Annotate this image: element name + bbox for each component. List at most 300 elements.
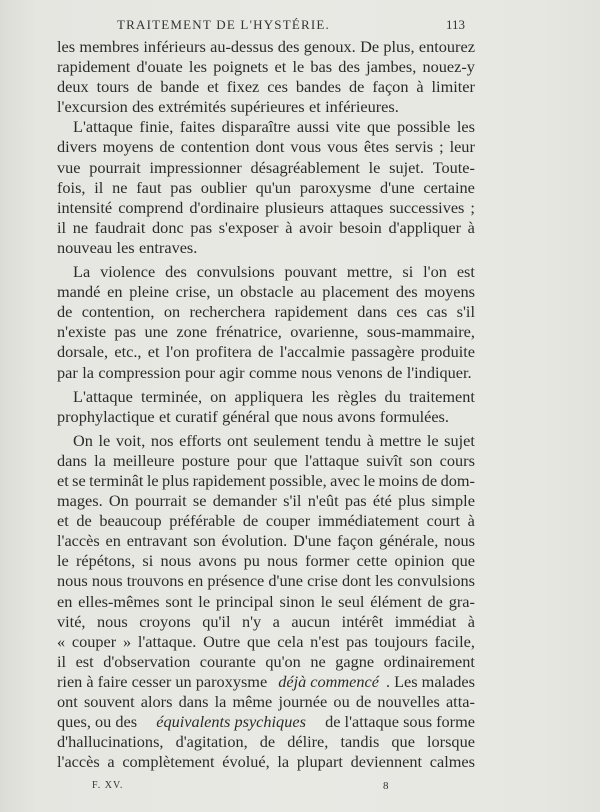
word: pleine	[129, 282, 169, 302]
text-line	[57, 342, 475, 362]
word: que	[451, 551, 475, 571]
word: De	[360, 37, 380, 56]
text-line	[57, 732, 475, 752]
word: la	[94, 450, 106, 470]
text-line	[57, 511, 475, 531]
word: que	[391, 732, 415, 752]
word: successives	[389, 197, 465, 217]
word: fixez	[226, 77, 260, 97]
word: cela	[277, 631, 304, 651]
word: extrémités	[158, 97, 227, 117]
word: la	[277, 752, 290, 772]
word: mandé	[57, 282, 101, 302]
word: L'attaque	[73, 386, 133, 406]
word: des	[165, 262, 187, 282]
word: mettre,	[346, 262, 393, 282]
word: à	[467, 611, 475, 631]
word: par	[57, 362, 78, 382]
word: bandes	[295, 77, 342, 97]
word: ces	[267, 77, 288, 97]
word: leur	[449, 137, 475, 157]
word: pu	[243, 551, 260, 571]
word: violence	[100, 262, 156, 282]
word: aucun	[291, 611, 331, 631]
word: frénatrice,	[215, 322, 282, 342]
word: zone	[176, 322, 208, 342]
word: ne	[112, 177, 128, 197]
word: Toute-	[432, 157, 475, 177]
word: de	[258, 342, 274, 362]
word: l'on	[423, 262, 447, 282]
word: vous	[327, 137, 358, 157]
word: intensité	[57, 197, 113, 217]
word: le	[368, 157, 381, 177]
paragraph	[57, 37, 475, 117]
text-line	[57, 612, 475, 632]
word: dans	[57, 450, 87, 470]
word: règles	[337, 386, 377, 406]
word: tendu	[324, 430, 362, 450]
word: dorsale,	[57, 342, 109, 362]
word: finie,	[139, 117, 174, 137]
word: pas	[114, 322, 137, 342]
word: se	[192, 491, 207, 511]
word: intérêt	[341, 611, 384, 631]
word: n'eût	[307, 491, 339, 511]
text-line	[57, 97, 475, 117]
word: comme	[248, 362, 297, 382]
word: mages.	[57, 491, 103, 511]
word: le	[363, 470, 376, 490]
word: n'y	[241, 611, 262, 631]
word: nous	[267, 551, 298, 571]
word: ;	[439, 137, 444, 157]
word: sont	[165, 591, 193, 611]
word: complètement	[122, 752, 215, 772]
word: nos	[150, 430, 174, 450]
word: servis	[395, 137, 434, 157]
text-line	[57, 431, 475, 451]
page-number: 113	[445, 17, 465, 32]
word: nous	[91, 571, 123, 591]
word: délire,	[287, 732, 329, 752]
word: D'une	[293, 531, 332, 551]
word: les	[57, 37, 76, 56]
word: ;	[470, 197, 475, 217]
word: façon	[372, 77, 409, 97]
text-line	[57, 302, 475, 322]
text-line	[57, 262, 475, 282]
word: genoux.	[303, 37, 356, 56]
word: le	[292, 57, 305, 77]
word: demander	[212, 491, 277, 511]
word: etc.,	[114, 342, 142, 362]
word: des	[338, 57, 360, 77]
text-line	[57, 491, 475, 511]
word: prophylactique	[57, 406, 155, 426]
word: pourrait	[135, 491, 187, 511]
word: journée	[278, 692, 328, 711]
word: un	[217, 282, 234, 302]
word: fois,	[57, 177, 86, 197]
word: au	[300, 282, 316, 302]
word: entraves.	[139, 237, 198, 257]
word: inférieures.	[325, 97, 399, 117]
word: il	[57, 217, 67, 237]
word: en	[187, 571, 204, 591]
word: cette	[356, 551, 388, 571]
word: court	[426, 511, 461, 531]
word: et	[57, 511, 69, 531]
word: avons	[337, 406, 376, 426]
word: opinion	[394, 551, 445, 571]
word: placement	[322, 282, 390, 302]
word: dans	[357, 302, 388, 322]
word: immédiatement	[317, 511, 420, 531]
text-line	[57, 37, 475, 57]
word: atta-	[445, 692, 475, 711]
text-line-with-italic	[57, 672, 475, 692]
word: appliquera	[234, 386, 304, 406]
word: de	[159, 137, 175, 157]
word: rapidement	[57, 57, 131, 77]
word: bande	[160, 77, 200, 97]
word: seulement	[253, 430, 320, 450]
word: trouvons	[126, 571, 184, 591]
word: lorsque	[427, 732, 475, 752]
word: efforts	[179, 430, 222, 450]
text-line	[57, 158, 475, 178]
word: moyens	[102, 137, 154, 157]
word: On	[73, 430, 93, 450]
word: élément	[370, 591, 422, 611]
word: supérieures	[230, 97, 305, 117]
text-line	[57, 137, 475, 157]
word: s'il	[456, 302, 475, 322]
word: attaques	[329, 197, 384, 217]
word: en	[107, 282, 123, 302]
word: que	[273, 450, 298, 470]
signature-number: 8	[383, 780, 389, 793]
word: la	[214, 692, 227, 711]
word: l'attaque	[304, 450, 360, 470]
word: s'exposer	[218, 217, 279, 237]
word: qu'on	[265, 651, 301, 671]
text-run: ques, ou des	[57, 712, 142, 732]
text-line	[57, 652, 475, 672]
word: deviennent	[350, 752, 423, 772]
word: plus	[398, 491, 426, 511]
word: on	[210, 386, 227, 406]
word: entravant	[126, 531, 188, 551]
text-line	[57, 282, 475, 302]
word: certaine	[423, 177, 475, 197]
word: s'il	[283, 491, 302, 511]
word: les	[188, 57, 208, 77]
signature-mark: F. XV.	[92, 780, 124, 792]
text-line	[57, 77, 475, 97]
word: l'accalmie	[279, 342, 345, 362]
word: ces	[396, 302, 418, 322]
word: et	[159, 406, 171, 426]
word: ne	[72, 217, 89, 237]
word: souvent	[83, 692, 135, 711]
word: des	[277, 37, 300, 56]
word: Outre	[203, 631, 241, 651]
word: nous	[160, 551, 192, 571]
text-line	[57, 238, 475, 258]
word: membres	[79, 37, 140, 56]
word: suivît	[366, 450, 403, 470]
word: avoir	[299, 217, 333, 237]
word: dont	[255, 137, 285, 157]
word: nous	[301, 362, 333, 382]
word: qu'un	[255, 177, 292, 197]
word: immédiat	[394, 611, 457, 631]
word: évolution.	[221, 531, 288, 551]
word: préférable	[169, 511, 236, 531]
text-line	[57, 218, 475, 238]
word: de	[76, 511, 92, 531]
word: son	[193, 531, 216, 551]
word: compression	[98, 362, 181, 382]
text-line	[57, 592, 475, 612]
word: nouvelles	[377, 692, 440, 711]
word: de	[242, 511, 259, 531]
word: si	[142, 551, 154, 571]
word: et	[274, 57, 287, 77]
text-line	[57, 632, 475, 652]
word: d'une	[380, 177, 415, 197]
word: jambes,	[366, 57, 417, 77]
word: meilleure	[113, 450, 175, 470]
word: le	[198, 591, 211, 611]
word: disparaître	[221, 117, 291, 137]
text-run: . Les malades	[385, 671, 475, 691]
word: que	[274, 406, 298, 426]
text-line	[57, 531, 475, 551]
word: pouvant	[284, 262, 337, 282]
word: ou	[333, 692, 350, 711]
word: de	[259, 732, 276, 752]
word: pour	[236, 450, 267, 470]
word: plus,	[383, 37, 415, 56]
word: limiter	[431, 77, 475, 97]
word: contention	[180, 137, 250, 157]
word: l'accès	[57, 531, 100, 551]
word: l'excursion	[57, 97, 128, 117]
word: produite	[420, 342, 475, 362]
word: «	[57, 631, 66, 651]
word: d'hallucinations,	[57, 732, 164, 752]
word: terminât	[89, 470, 144, 490]
text-line	[57, 471, 475, 491]
word: vue	[57, 157, 81, 177]
word: mettre	[379, 430, 422, 450]
word: l'on	[165, 342, 190, 362]
word: nous	[444, 531, 475, 551]
word: comprend	[118, 197, 184, 217]
word: dans	[178, 692, 209, 711]
word: venons	[336, 362, 383, 382]
word: l'accès	[57, 752, 100, 772]
text-line	[57, 692, 475, 712]
word: qu'il	[202, 611, 231, 631]
word: des	[395, 282, 418, 302]
word: nouez-y	[422, 57, 475, 77]
word: donc	[152, 217, 184, 237]
word: nouveau	[57, 237, 113, 257]
paragraph	[57, 431, 475, 773]
word: avons	[198, 551, 237, 571]
paragraph	[57, 262, 475, 383]
word: rapidement	[192, 470, 266, 490]
word: la	[82, 362, 94, 382]
word: avec	[330, 470, 360, 490]
word: nous	[96, 611, 128, 631]
text-run: rien à faire cesser un paroxysme	[57, 671, 272, 691]
word: l'attaque.	[137, 631, 197, 651]
word: pas	[344, 491, 367, 511]
word: gra-	[448, 591, 475, 611]
word: cours	[439, 450, 475, 470]
word: à	[467, 511, 475, 531]
word: présence	[207, 571, 265, 591]
text-line	[57, 407, 475, 427]
italic-phrase: déjà commencé	[278, 671, 380, 691]
word: n'est	[310, 631, 340, 651]
word: simple	[431, 491, 475, 511]
word: poignets	[213, 57, 269, 77]
running-title: TRAITEMENT DE L'HYSTÉRIE.	[117, 17, 330, 32]
word: de	[427, 591, 443, 611]
word: que	[366, 117, 391, 137]
text-line	[57, 117, 475, 137]
word: pas	[346, 631, 368, 651]
word: formulées.	[379, 406, 449, 426]
word: sujet.	[389, 157, 424, 177]
word: général	[222, 406, 270, 426]
word: La	[73, 262, 91, 282]
word: crise	[307, 571, 338, 591]
text-line	[57, 387, 475, 407]
word: d'observation	[103, 651, 191, 671]
word: est	[456, 262, 475, 282]
word: curatif	[175, 406, 218, 426]
word: les	[311, 386, 330, 406]
word: deux	[57, 77, 89, 97]
word: le	[320, 591, 333, 611]
word: vite	[336, 117, 361, 137]
word: sujet	[444, 430, 475, 450]
text-line-with-italic	[57, 712, 475, 732]
word: pas	[190, 217, 213, 237]
word: obstacle	[240, 282, 294, 302]
word: n'existe	[57, 322, 107, 342]
word: dom-	[440, 470, 475, 490]
word: de	[421, 470, 438, 490]
word: le	[426, 430, 439, 450]
word: désagréablement	[250, 157, 360, 177]
word: convulsions	[196, 262, 275, 282]
text-line	[57, 551, 475, 571]
word: et	[308, 97, 321, 117]
word: à	[285, 217, 293, 237]
word: d'ordinaire	[189, 197, 260, 217]
word: même	[232, 692, 273, 711]
word: aussi	[296, 117, 330, 137]
word: en	[57, 591, 73, 611]
word: et	[57, 470, 69, 490]
word: générale,	[379, 531, 439, 551]
word: couper	[71, 631, 117, 651]
paragraph	[57, 117, 475, 258]
word: été	[372, 491, 392, 511]
word: elles-mêmes	[78, 591, 160, 611]
word: faut	[136, 177, 162, 197]
word: à	[366, 430, 374, 450]
word: il	[57, 651, 67, 671]
word: tandis	[340, 732, 380, 752]
word: l'indiquer.	[406, 362, 472, 382]
word: inférieurs	[143, 37, 206, 56]
word: sinon	[279, 591, 315, 611]
word: profitera	[195, 342, 252, 362]
word: le	[146, 470, 159, 490]
word: d'agitation,	[175, 732, 248, 752]
text-line	[57, 57, 475, 77]
word: de	[137, 77, 153, 97]
text-line	[57, 322, 475, 342]
body-text	[57, 37, 475, 772]
word: paroxysme	[299, 177, 372, 197]
word: pas	[170, 177, 192, 197]
word: de	[57, 302, 73, 322]
word: terminée,	[141, 386, 203, 406]
word: impressionner	[149, 157, 242, 177]
word: ont	[57, 692, 78, 711]
word: moyens	[424, 282, 475, 302]
text-line	[57, 451, 475, 471]
word: de	[355, 692, 372, 711]
word: besoin	[339, 217, 382, 237]
word: ont	[226, 430, 248, 450]
word: d'une	[268, 571, 303, 591]
word: facile,	[434, 631, 475, 651]
word: ne	[310, 651, 326, 671]
page-footer	[57, 780, 475, 796]
word: plupart	[296, 752, 343, 772]
word: une	[144, 322, 168, 342]
word: gagne	[335, 651, 375, 671]
word: entourez	[418, 37, 475, 56]
text-run: de l'attaque sous forme	[321, 712, 475, 732]
word: former	[305, 551, 350, 571]
word: rapidement	[274, 302, 348, 322]
word: des	[132, 97, 154, 117]
word: posture	[181, 450, 230, 470]
word: que	[246, 631, 271, 651]
word: à	[416, 77, 424, 97]
word: façon	[337, 531, 374, 551]
word: dont	[341, 571, 371, 591]
word: les	[375, 571, 394, 591]
word: faudrait	[94, 217, 146, 237]
word: a	[107, 752, 115, 772]
word: alors	[140, 692, 173, 711]
word: êtes	[363, 137, 390, 157]
word: crise,	[175, 282, 211, 302]
